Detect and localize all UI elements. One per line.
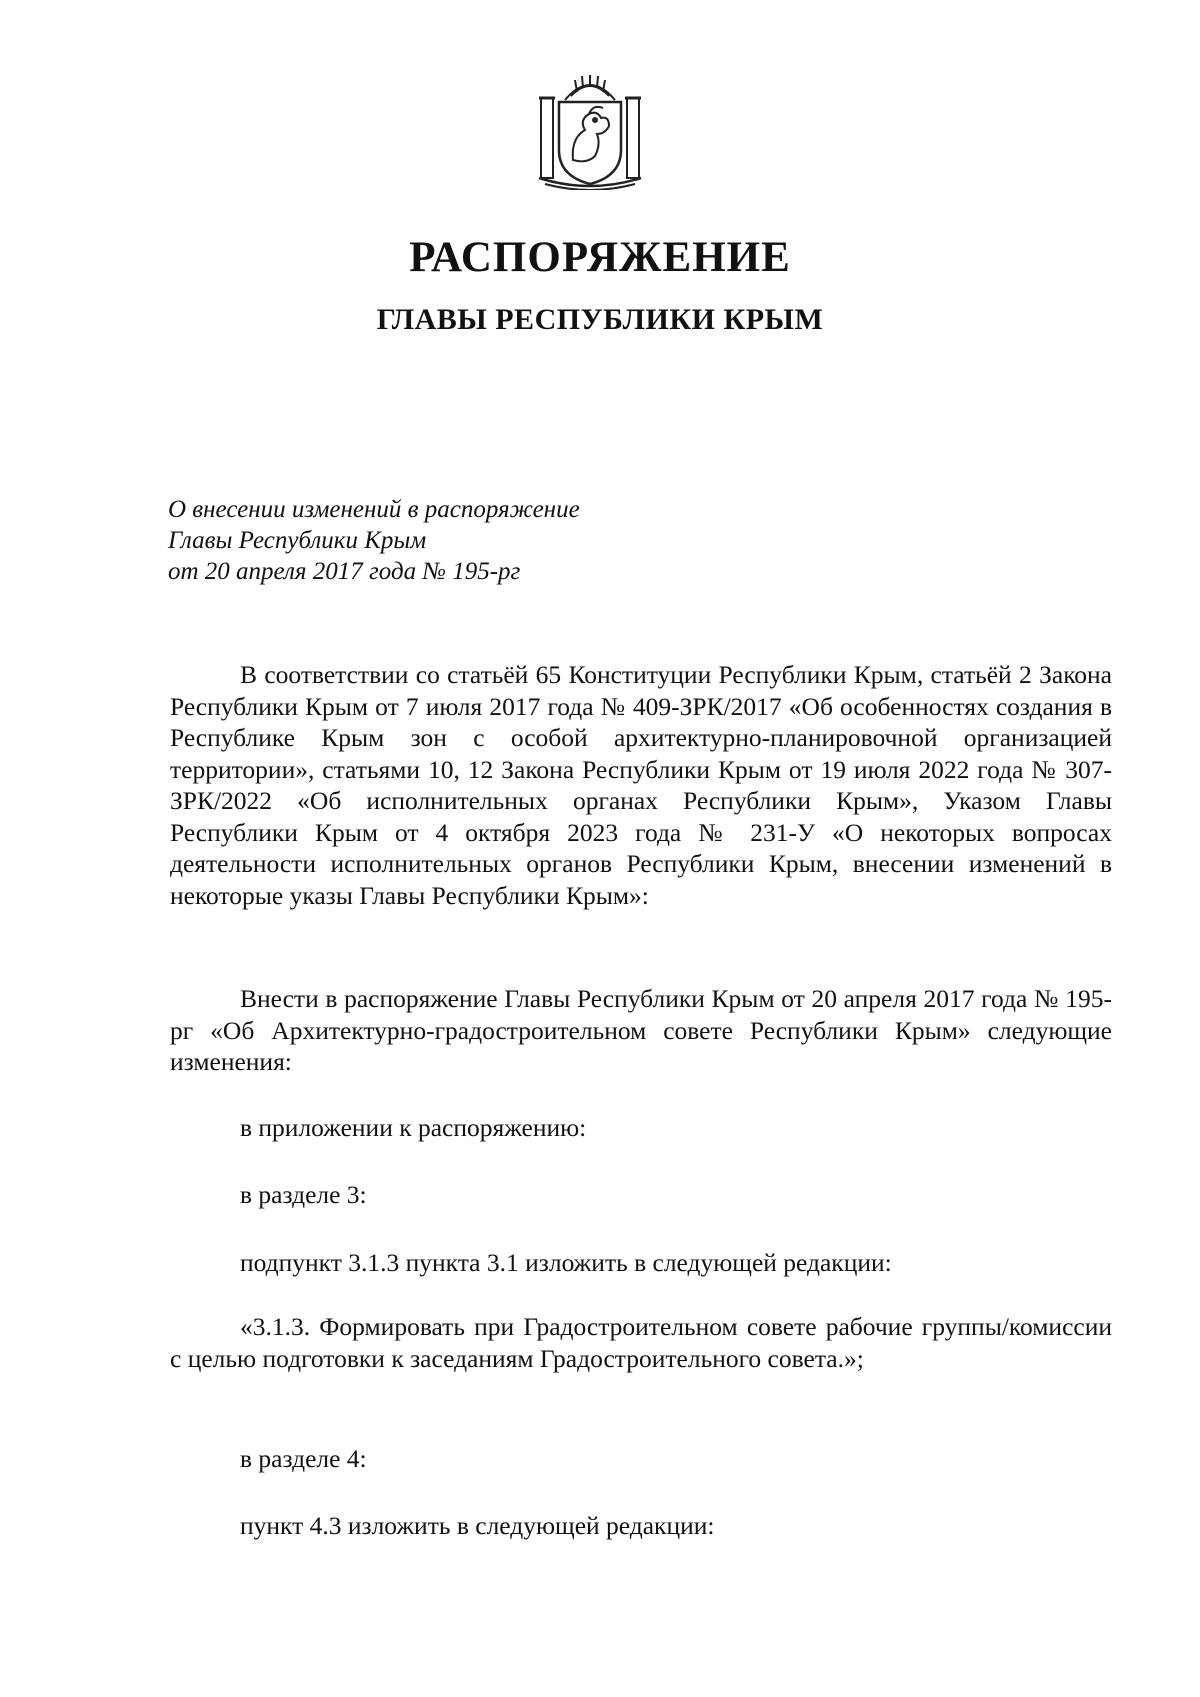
document-type-title: РАСПОРЯЖЕНИЕ (409, 234, 791, 281)
section-4-item: в разделе 4: (240, 1444, 367, 1473)
subject-line-1: О внесении изменений в распоряжение (168, 496, 580, 523)
issuer-subtitle: ГЛАВЫ РЕСПУБЛИКИ КРЫМ (376, 303, 824, 336)
subject-line-2: Главы Республики Крым (168, 527, 427, 554)
order-paragraph: Внести в распоряжение Главы Республики Крым от 20 апреля 2017 года № 195-рг «Об Архитектурно-градостроительном совете Республики Крым» следующие изменения: (170, 984, 1112, 1076)
subpoint-313-quote: «3.1.3. Формировать при Градостроительном совете рабочие группы/комиссии с целью подготовки к заседаниям Градостроительного совета.»; (170, 1312, 1112, 1373)
subpoint-313-item: подпункт 3.1.3 пункта 3.1 изложить в следующей редакции: (240, 1248, 892, 1277)
appendix-item: в приложении к распоряжению: (240, 1113, 587, 1142)
subject-line-3: от 20 апреля 2017 года № 195-рг (168, 558, 521, 585)
document-subject (168, 494, 580, 587)
section-3-item: в разделе 3: (240, 1180, 367, 1209)
preamble-paragraph: В соответствии со статьёй 65 Конституции Республики Крым, статьёй 2 Закона Республики Крым от 7 июля 2017 года № 409-ЗРК/2017 «Об особенностях создания в Республике Крым зон с особой архитектурно-планировочной организацией территории», статьями 10, 12 Закона Республики Крым от 19 июля 2022 года № 307-ЗРК/2022 «Об исполнительных органах Республики Крым», Указом Главы Республики Крым от 4 октября 2023 года № 231-У «О некоторых вопросах деятельности исполнительных органов Республики Крым, внесении изменений в некоторые указы Главы Республики Крым»: (170, 660, 1112, 910)
point-43-item: пункт 4.3 изложить в следующей редакции: (240, 1511, 715, 1540)
crimea-coat-of-arms-icon (535, 72, 645, 190)
